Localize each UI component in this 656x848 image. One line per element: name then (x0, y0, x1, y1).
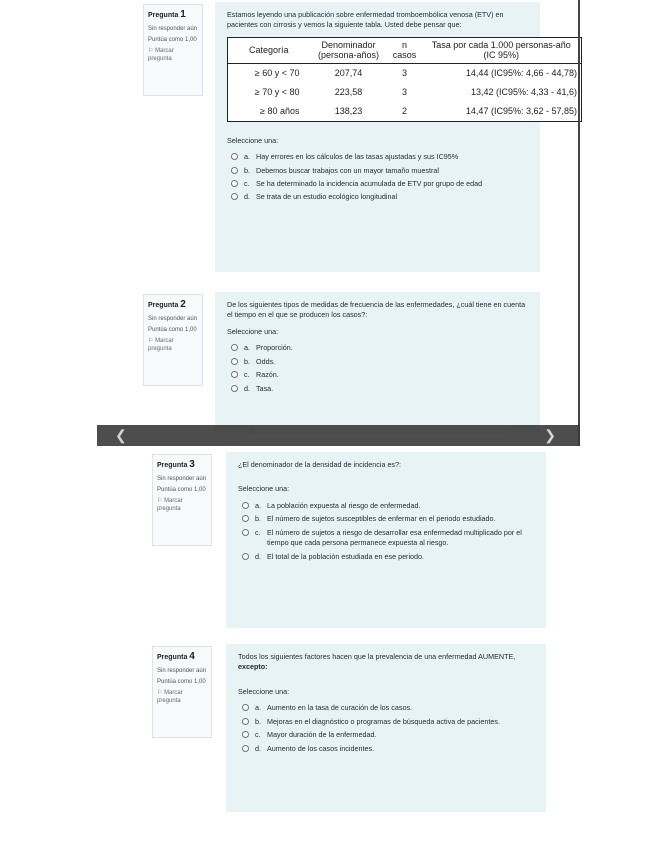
radio-button[interactable] (242, 515, 249, 522)
window-edge (578, 0, 580, 446)
question-1-info (143, 4, 203, 96)
table-cell: ≥ 80 años (260, 105, 300, 116)
table-cell: 14,44 (IC95%: 4,66 - 44,78) (465, 67, 577, 78)
question-4-option-a[interactable]: a. Aumento en la tasa de curación de los casos. (242, 703, 534, 713)
flag-icon: ⚐ (157, 497, 163, 504)
radio-button[interactable] (242, 731, 249, 738)
table-row (228, 102, 582, 122)
table-row (228, 63, 582, 83)
radio-button[interactable] (231, 358, 238, 365)
table-cell: 3 (401, 86, 407, 97)
radio-button[interactable] (231, 344, 238, 351)
table-row (228, 83, 582, 102)
radio-button[interactable] (231, 180, 238, 187)
question-4-content (226, 644, 546, 812)
question-2-text: De los siguientes tipos de medidas de frecuencia de las enfermedades, ¿cuál tiene en cuenta el tiempo en el que se producen los casos?: (227, 300, 526, 320)
question-1-flag-link[interactable]: ⚐ Marcar pregunta (148, 47, 174, 62)
question-2-option-d[interactable]: d. Tasa. (231, 384, 528, 394)
question-3-option-c[interactable]: c. El número de sujetos a riesgo de desarrollar esa enfermedad multiplicado por el tiempo que cada persona permanece expuesta al riesgo. (242, 528, 534, 549)
table-header-categoria: Categoría (228, 37, 310, 63)
question-1-option-b[interactable]: b. Debemos buscar trabajos con un mayor tamaño muestral (231, 166, 528, 176)
question-4-state: Sin responder aún (157, 667, 207, 674)
image-viewer-bar (97, 425, 580, 446)
radio-button[interactable] (231, 385, 238, 392)
question-3-grade: Puntúa como 1,00 (157, 486, 206, 493)
question-1-content (215, 2, 577, 272)
question-1-option-c[interactable]: c. Se ha determinado la incidencia acumulada de ETV por grupo de edad (231, 179, 528, 189)
table-cell: ≥ 60 y < 70 (254, 67, 300, 78)
chevron-right-icon[interactable]: ❯ (544, 427, 556, 443)
question-4-flag-link[interactable]: ⚐ Marcar pregunta (157, 689, 183, 704)
radio-button[interactable] (242, 529, 249, 536)
table-cell: 13,42 (IC95%: 4,33 - 41,6) (470, 86, 577, 97)
flag-icon: ⚐ (148, 47, 154, 54)
question-1-state: Sin responder aún (148, 25, 198, 32)
table-cell: 223,58 (334, 86, 363, 97)
table-header-tasa: Tasa por cada 1.000 personas-año (IC 95%) (422, 37, 582, 63)
question-3-prompt: Seleccione una: (238, 484, 290, 494)
question-2-grade: Puntúa como 1,00 (148, 326, 197, 333)
question-3-option-d[interactable]: d. El total de la población estudiada en ese periodo. (242, 552, 534, 562)
question-4-option-c[interactable]: c. Mayor duración de la enfermedad. (242, 730, 534, 740)
question-4-option-b[interactable]: b. Mejoras en el diagnóstico o programas de búsqueda activa de pacientes. (242, 717, 534, 727)
question-1-grade: Puntúa como 1,00 (148, 36, 197, 43)
question-3-state: Sin responder aún (157, 475, 207, 482)
question-1-text: Estamos leyendo una publicación sobre enfermedad tromboembólica venosa (ETV) en pacientes con cirrosis y vemos la siguiente tabla. Usted debe pensar que: (227, 10, 504, 30)
question-4-info (152, 646, 212, 738)
question-2-content (215, 292, 540, 434)
radio-button[interactable] (242, 553, 249, 560)
question-3-number: Pregunta 3 (157, 459, 195, 470)
radio-button[interactable] (242, 718, 249, 725)
table-header-denominador: Denominador (persona-años) (310, 37, 388, 63)
screenshot-panel-bottom (0, 446, 656, 848)
question-2-info (143, 294, 203, 386)
table-header-n-casos: n casos (388, 37, 422, 63)
radio-button[interactable] (242, 502, 249, 509)
radio-button[interactable] (242, 704, 249, 711)
table-cell: 207,74 (334, 67, 363, 78)
question-2-option-a[interactable]: a. Proporción. (231, 343, 528, 353)
table-cell: 2 (401, 105, 407, 116)
flag-icon: ⚐ (148, 337, 154, 344)
radio-button[interactable] (231, 193, 238, 200)
radio-button[interactable] (231, 371, 238, 378)
radio-button[interactable] (242, 745, 249, 752)
etv-table (227, 37, 582, 122)
table-cell: ≥ 70 y < 80 (254, 86, 300, 97)
radio-button[interactable] (231, 153, 238, 160)
question-2-flag-link[interactable]: ⚐ Marcar pregunta (148, 337, 174, 352)
question-3-text: ¿El denominador de la densidad de incidencia es?: (238, 460, 402, 469)
question-3-flag-link[interactable]: ⚐ Marcar pregunta (157, 497, 183, 512)
question-4-prompt: Seleccione una: (238, 686, 290, 696)
question-4-text: Todos los siguientes factores hacen que la prevalencia de una enfermedad AUMENTE, excepto: (238, 652, 516, 672)
table-cell: 138,23 (334, 105, 363, 116)
question-1-prompt: Seleccione una: (227, 135, 279, 145)
question-4-number: Pregunta 4 (157, 651, 195, 662)
table-cell: 14,47 (IC95%: 3,62 - 57,85) (465, 105, 577, 116)
flag-icon: ⚐ (157, 689, 163, 696)
question-1-option-a[interactable]: a. Hay errores en los cálculos de las tasas ajustadas y sus IC95% (231, 152, 528, 162)
question-2-prompt: Seleccione una: (227, 326, 279, 336)
question-3-info (152, 454, 212, 546)
question-4-option-d[interactable]: d. Aumento de los casos incidentes. (242, 744, 534, 754)
radio-button[interactable] (231, 167, 238, 174)
question-3-option-a[interactable]: a. La población expuesta al riesgo de enfermedad. (242, 501, 534, 511)
question-3-content (226, 452, 546, 628)
question-2-number: Pregunta 2 (148, 299, 186, 310)
question-1-number: Pregunta 1 (148, 9, 186, 20)
question-2-option-b[interactable]: b. Odds. (231, 357, 528, 367)
question-4-grade: Puntúa como 1,00 (157, 678, 206, 685)
question-1-option-d[interactable]: d. Se trata de un estudio ecológico longitudinal (231, 192, 528, 202)
question-2-option-c[interactable]: c. Razón. (231, 370, 528, 380)
question-2-state: Sin responder aún (148, 315, 198, 322)
chevron-left-icon[interactable]: ❮ (115, 427, 127, 443)
question-3-option-b[interactable]: b. El número de sujetos susceptibles de enfermar en el periodo estudiado. (242, 514, 534, 524)
table-cell: 3 (401, 67, 407, 78)
